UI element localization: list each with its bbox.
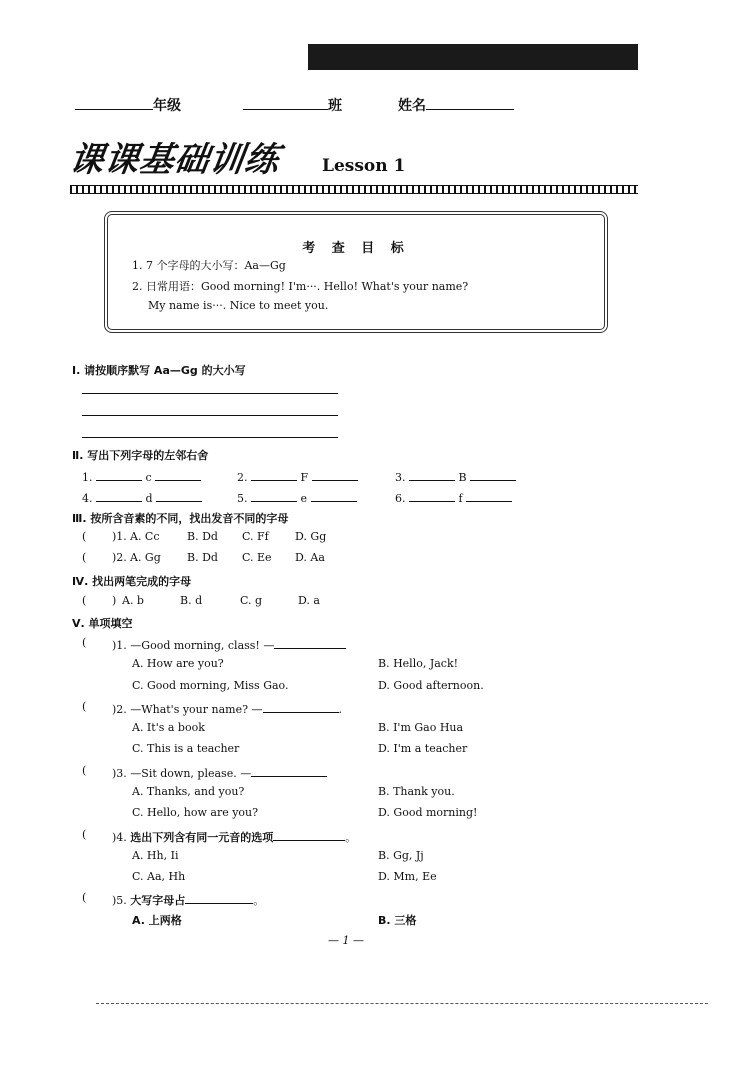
s5-q5-a: A. 上两格 bbox=[132, 914, 182, 927]
s5-q2-stem: —What's your name? — bbox=[130, 703, 263, 716]
s5-q3-stem: —Sit down, please. — bbox=[130, 767, 252, 780]
section-3-title: Ⅲ. 按所含音素的不同，找出发音不同的字母 bbox=[72, 512, 289, 525]
s3-q1-c: C. Ff bbox=[242, 530, 269, 543]
s4-q-c: C. g bbox=[240, 594, 263, 607]
section-2-title: Ⅱ. 写出下列字母的左邻右舍 bbox=[72, 449, 209, 462]
header-bar bbox=[308, 44, 638, 70]
s5-q2-blank[interactable] bbox=[263, 700, 339, 713]
section-5-title: Ⅴ. 单项填空 bbox=[72, 617, 133, 630]
s5-q3-num: )3. bbox=[112, 767, 127, 780]
s5-q2-row: )2. —What's your name? — . bbox=[112, 700, 342, 716]
s5-q5-row: )5. 大写字母占 。 bbox=[112, 891, 264, 908]
s5-q5-stem: 大写字母占 bbox=[130, 894, 186, 907]
class-field bbox=[243, 95, 342, 115]
page-number: — 1 — bbox=[328, 934, 364, 947]
neighbor-item-2: 2. F bbox=[237, 468, 358, 484]
name-label: 姓名 bbox=[398, 98, 426, 114]
bottom-dashed-line bbox=[96, 1003, 708, 1004]
s4-q-paren[interactable]: ( bbox=[82, 594, 87, 607]
grade-field bbox=[75, 95, 181, 115]
neighbor-item-6: 6. f bbox=[395, 489, 512, 505]
s5-q4-a: A. Hh, Ii bbox=[132, 849, 179, 862]
neighbor-item-3: 3. B bbox=[395, 468, 516, 484]
s4-q-b: B. d bbox=[180, 594, 203, 607]
s5-q3-b: B. Thank you. bbox=[378, 785, 455, 798]
s5-q1-d: D. Good afternoon. bbox=[378, 679, 484, 692]
s5-q4-stem: 选出下列含有同一元音的选项 bbox=[130, 831, 274, 844]
page-title: 课课基础训练 bbox=[66, 140, 283, 180]
s3-q2-d: D. Aa bbox=[295, 551, 325, 564]
writing-line-3[interactable] bbox=[82, 437, 338, 438]
section-1-title: Ⅰ. 请按顺序默写 Aa—Gg 的大小写 bbox=[72, 364, 246, 377]
s5-q1-row bbox=[112, 636, 346, 652]
s5-q1-b: B. Hello, Jack! bbox=[378, 657, 459, 670]
s5-q3-c: C. Hello, how are you? bbox=[132, 806, 259, 819]
s3-q2-c: C. Ee bbox=[242, 551, 272, 564]
s3-q2-paren[interactable]: ( bbox=[82, 551, 87, 564]
class-label: 班 bbox=[328, 98, 342, 114]
s3-q1-num: )1. bbox=[112, 530, 127, 543]
s4-q-d: D. a bbox=[298, 594, 320, 607]
s5-q1-stem: —Good morning, class! — bbox=[130, 639, 275, 652]
neighbor-item-4: 4. d bbox=[82, 489, 202, 505]
s5-q4-c: C. Aa, Hh bbox=[132, 870, 186, 883]
s5-q4-blank[interactable] bbox=[273, 828, 345, 841]
lesson-title: Lesson 1 bbox=[322, 156, 406, 176]
s5-q3-a: A. Thanks, and you? bbox=[132, 785, 245, 798]
neighbor-item-5: 5. e bbox=[237, 489, 357, 505]
s3-q1-paren[interactable]: ( bbox=[82, 530, 87, 543]
s5-q1-paren[interactable]: ( bbox=[82, 636, 87, 649]
objective-2: 2. 日常用语：Good morning! I'm···. Hello! What's your name? bbox=[132, 280, 469, 293]
name-blank[interactable] bbox=[426, 97, 514, 110]
s5-q2-c: C. This is a teacher bbox=[132, 742, 240, 755]
s5-q4-d: D. Mm, Ee bbox=[378, 870, 437, 883]
neighbor-item-1: 1. c bbox=[82, 468, 201, 484]
s5-q3-d: D. Good morning! bbox=[378, 806, 478, 819]
s5-q3-row bbox=[112, 764, 327, 780]
s4-q-a: A. b bbox=[122, 594, 144, 607]
s3-q2-b: B. Dd bbox=[187, 551, 218, 564]
grade-blank[interactable] bbox=[75, 97, 153, 110]
s5-q2-b: B. I'm Gao Hua bbox=[378, 721, 464, 734]
s5-q2-a: A. It's a book bbox=[132, 721, 205, 734]
s3-q1-d: D. Gg bbox=[295, 530, 327, 543]
s5-q2-num: )2. bbox=[112, 703, 127, 716]
s5-q5-paren[interactable]: ( bbox=[82, 891, 87, 904]
s3-q2-a: A. Gg bbox=[130, 551, 161, 564]
name-field bbox=[398, 95, 514, 115]
s5-q1-a: A. How are you? bbox=[132, 657, 224, 670]
section-4-title: Ⅳ. 找出两笔完成的字母 bbox=[72, 575, 192, 588]
s5-q4-row: )4. 选出下列含有同一元音的选项 。 bbox=[112, 828, 356, 845]
objective-1: 1. 7 个字母的大小写：Aa—Gg bbox=[132, 259, 286, 272]
objectives-heading: 考 查 目 标 bbox=[302, 241, 410, 256]
s3-q1-b: B. Dd bbox=[187, 530, 218, 543]
s3-q2-num: )2. bbox=[112, 551, 127, 564]
grade-label: 年级 bbox=[153, 98, 181, 114]
s4-q-num: ) bbox=[112, 594, 117, 607]
s5-q1-blank[interactable] bbox=[274, 636, 346, 649]
s5-q3-blank[interactable] bbox=[251, 764, 327, 777]
s5-q2-paren[interactable]: ( bbox=[82, 700, 87, 713]
decorative-border bbox=[70, 185, 638, 194]
objectives-box bbox=[104, 211, 608, 333]
s5-q4-num: )4. bbox=[112, 831, 127, 844]
s5-q1-num: )1. bbox=[112, 639, 127, 652]
s5-q2-d: D. I'm a teacher bbox=[378, 742, 468, 755]
s5-q4-paren[interactable]: ( bbox=[82, 828, 87, 841]
s5-q1-c: C. Good morning, Miss Gao. bbox=[132, 679, 289, 692]
s3-q1-a: A. Cc bbox=[130, 530, 160, 543]
objective-3: My name is···. Nice to meet you. bbox=[148, 299, 329, 312]
s5-q5-b: B. 三格 bbox=[378, 914, 417, 927]
s5-q5-num: )5. bbox=[112, 894, 127, 907]
writing-line-1[interactable] bbox=[82, 393, 338, 394]
s5-q4-b: B. Gg, Jj bbox=[378, 849, 424, 862]
writing-line-2[interactable] bbox=[82, 415, 338, 416]
s5-q3-paren[interactable]: ( bbox=[82, 764, 87, 777]
class-blank[interactable] bbox=[243, 97, 328, 110]
s5-q5-blank[interactable] bbox=[185, 891, 253, 904]
